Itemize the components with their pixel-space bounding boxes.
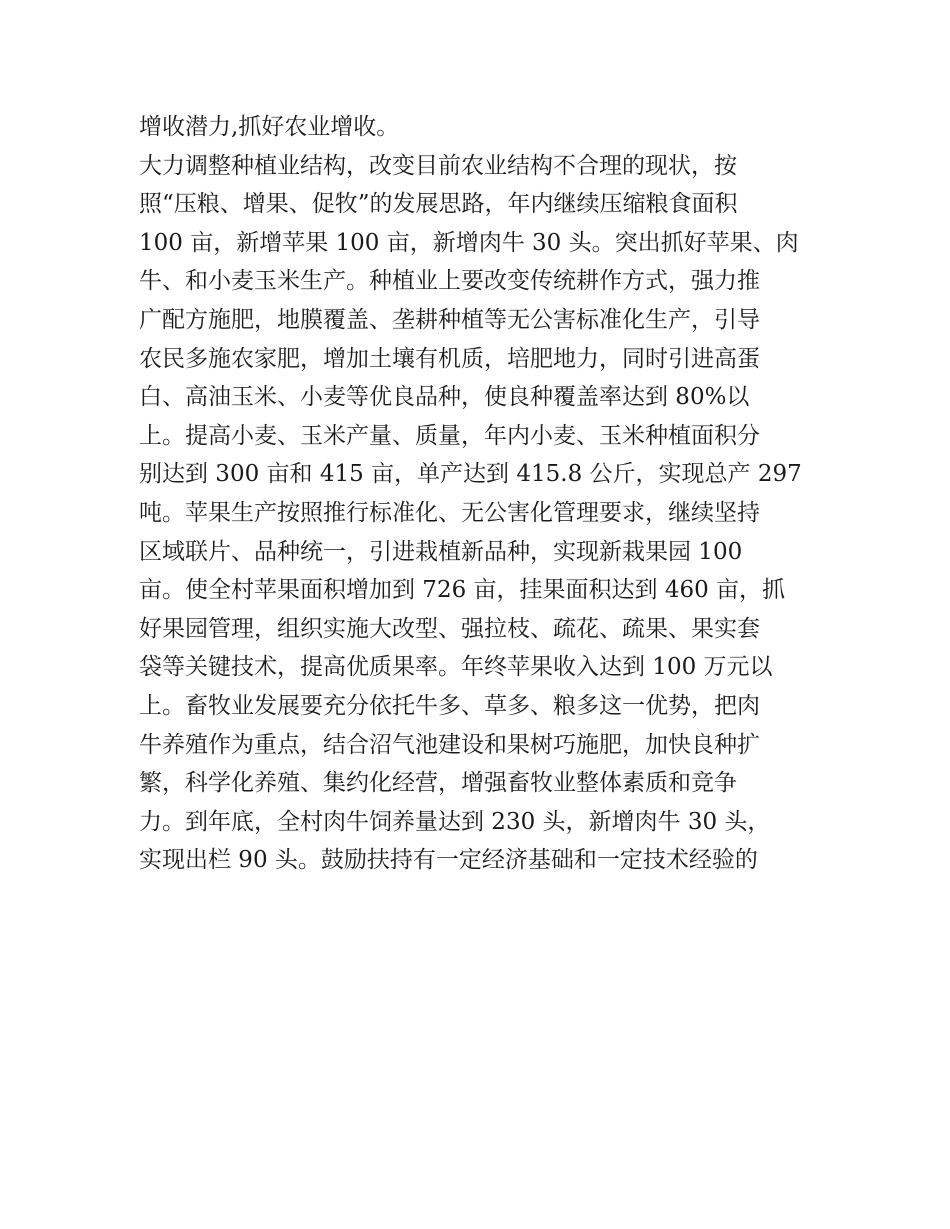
paragraph-line: 吨。苹果生产按照推行标准化、无公害化管理要求，继续坚持 [139, 499, 760, 526]
paragraph-line: 照“压粮、增果、促牧”的发展思路，年内继续压缩粮食面积 [139, 191, 738, 218]
main-paragraph [139, 147, 819, 880]
paragraph-line: 牛养殖作为重点，结合沼气池建设和果树巧施肥，加快良种扩 [139, 731, 760, 758]
paragraph-line: 大力调整种植业结构，改变目前农业结构不合理的现状，按 [139, 152, 737, 179]
paragraph-line: 牛、和小麦玉米生产。种植业上要改变传统耕作方式，强力推 [139, 268, 760, 295]
intro-line: 增收潜力,抓好农业增收。 [139, 114, 400, 140]
paragraph-line: 白、高油玉米、小麦等优良品种，使良种覆盖率达到 80%以 [139, 384, 750, 411]
paragraph-line: 区域联片、品种统一，引进栽植新品种，实现新栽果园 100 [139, 538, 743, 565]
paragraph-line: 100 亩，新增苹果 100 亩，新增肉牛 30 头。突出抓好苹果、肉 [139, 229, 799, 256]
paragraph-line: 上。畜牧业发展要充分依托牛多、草多、粮多这一优势，把肉 [139, 692, 760, 719]
paragraph-line: 广配方施肥，地膜覆盖、垄耕种植等无公害标准化生产，引导 [139, 306, 760, 333]
paragraph-line: 别达到 300 亩和 415 亩，单产达到 415.8 公斤，实现总产 297 [139, 461, 802, 488]
paragraph-line: 实现出栏 90 头。鼓励扶持有一定经济基础和一定技术经验的 [139, 847, 758, 874]
paragraph-line: 繁，科学化养殖、集约化经营，增强畜牧业整体素质和竞争 [139, 770, 737, 797]
paragraph-line: 农民多施农家肥，增加土壤有机质，培肥地力，同时引进高蛋 [139, 345, 760, 372]
paragraph-line: 力。到年底，全村肉牛饲养量达到 230 头，新增肉牛 30 头， [139, 808, 771, 835]
body-text [139, 108, 819, 880]
paragraph-line: 上。提高小麦、玉米产量、质量，年内小麦、玉米种植面积分 [139, 422, 760, 449]
paragraph-line: 好果园管理，组织实施大改型、强拉枝、疏花、疏果、果实套 [139, 615, 760, 642]
paragraph-line: 亩。使全村苹果面积增加到 726 亩，挂果面积达到 460 亩，抓 [139, 577, 786, 604]
paragraph-line: 袋等关键技术，提高优质果率。年终苹果收入达到 100 万元以 [139, 654, 773, 681]
